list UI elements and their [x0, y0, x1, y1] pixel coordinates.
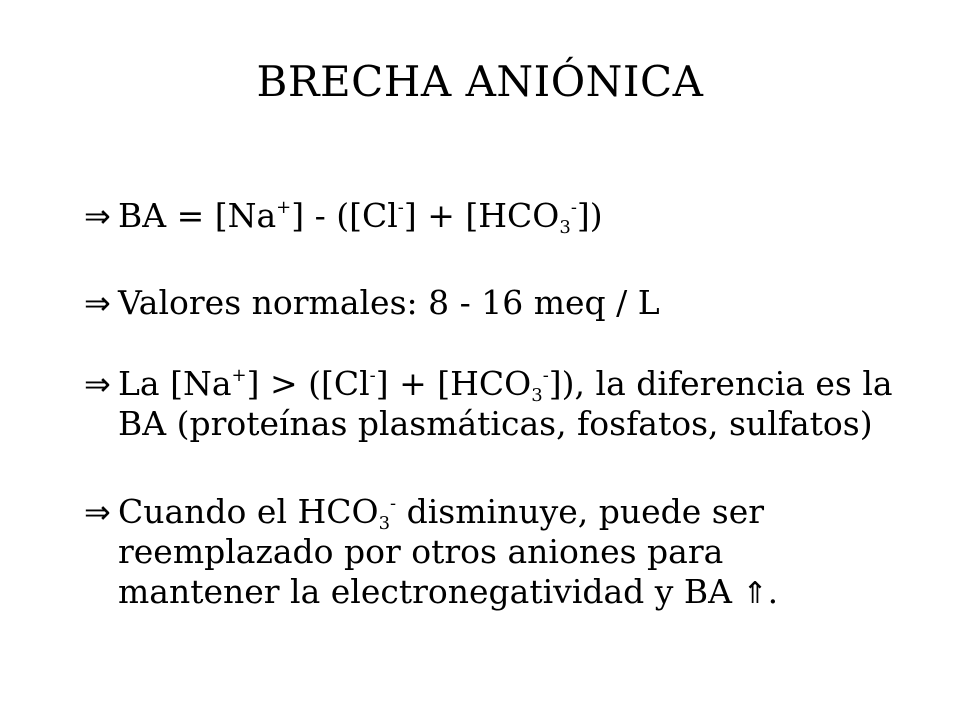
difference-text-1: La [Na	[118, 364, 232, 403]
normal-values-text: Valores normales: 8 - 16 meq / L	[118, 283, 660, 322]
hco3-charge: -	[390, 493, 397, 514]
na-charge: +	[276, 197, 292, 218]
bicarbonate-line-3-text: mantener la electronegatividad y BA	[118, 572, 743, 611]
bullet-normal-values	[84, 283, 914, 323]
double-right-arrow-icon: ⇒	[84, 365, 111, 403]
bicarbonate-line-2: reemplazado por otros aniones para	[118, 532, 724, 571]
slide-title: BRECHA ANIÓNICA	[256, 57, 704, 106]
hco3-subscript: 3	[378, 513, 391, 534]
bicarbonate-line-3-end: .	[767, 572, 779, 611]
double-right-arrow-icon: ⇒	[84, 197, 111, 235]
cl-charge: -	[397, 197, 404, 218]
na-charge: +	[231, 365, 247, 386]
difference-line-2: BA (proteínas plasmáticas, fosfatos, sulfatos)	[118, 404, 873, 443]
hco3-charge: -	[542, 365, 549, 386]
double-up-arrow-icon: ⇑	[742, 576, 768, 611]
difference-text-2: ] > ([Cl	[246, 364, 370, 403]
formula-text-3: ] + [HCO	[403, 196, 560, 235]
bullet-difference	[84, 364, 914, 444]
bullet-bicarbonate	[84, 492, 914, 614]
bicarbonate-line-3	[84, 572, 914, 614]
difference-text-3: ] + [HCO	[375, 364, 532, 403]
difference-text-4: ]), la diferencia es la	[548, 364, 893, 403]
formula-text-4: ])	[576, 196, 603, 235]
hco3-charge: -	[570, 197, 577, 218]
hco3-subscript: 3	[531, 385, 543, 406]
bullet-formula	[84, 196, 914, 236]
double-right-arrow-icon: ⇒	[84, 493, 111, 531]
formula-text-2: ] - ([Cl	[291, 196, 398, 235]
double-right-arrow-icon: ⇒	[84, 284, 111, 322]
bicarbonate-text-2: disminuye, puede ser	[396, 492, 765, 531]
hco3-subscript: 3	[559, 217, 571, 238]
formula-text-1: BA = [Na	[118, 196, 277, 235]
cl-charge: -	[369, 365, 376, 386]
bicarbonate-text-1: Cuando el HCO	[118, 492, 379, 531]
